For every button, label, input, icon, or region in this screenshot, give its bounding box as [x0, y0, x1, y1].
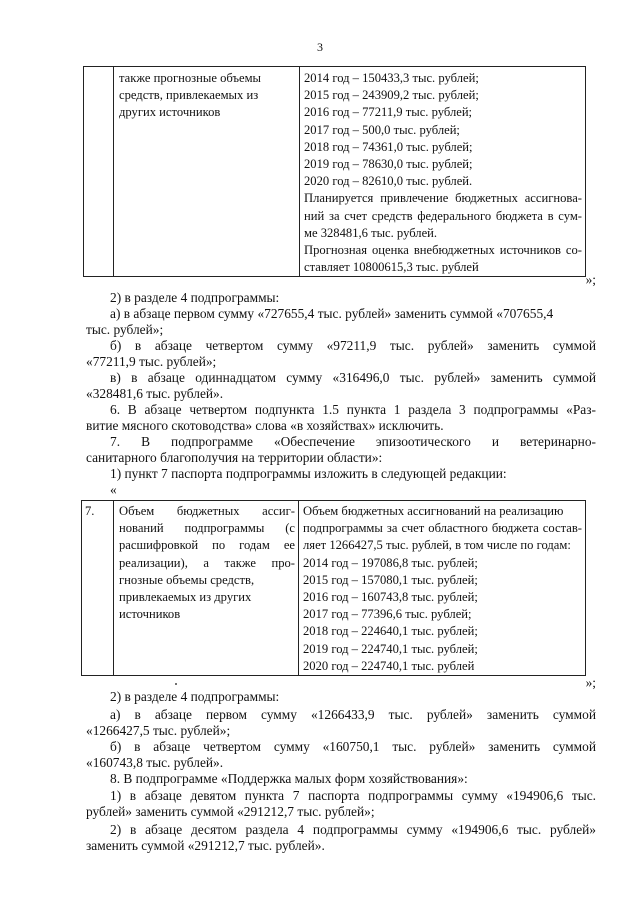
- paragraph-line: 2) в абзаце десятом раздела 4 подпрограммы сумму «194906,6 тыс. рублей»: [110, 822, 596, 837]
- table1-label-line: также прогнозные объемы: [119, 71, 262, 85]
- table2-label-line: источников: [119, 607, 181, 622]
- table1-value-line: 2015 год – 243909,2 тыс. рублей;: [304, 88, 479, 103]
- table2-label-line: Объем бюджетных ассиг-: [119, 504, 295, 518]
- passport-table-1: [83, 66, 586, 277]
- table2-value-line: 2020 год – 224740,1 тыс. рублей: [303, 658, 475, 673]
- table2-value-line: 2019 год – 224740,1 тыс. рублей;: [303, 641, 478, 656]
- table2-number-cell: [82, 501, 114, 676]
- table1-value-line: ний за счет средств федерального бюджета в сум-: [304, 208, 582, 223]
- table1-value-line: 2016 год – 77211,9 тыс. рублей;: [304, 105, 473, 120]
- table2-label-line: нований подпрограммы (с: [119, 521, 295, 536]
- paragraph-line: б) в абзаце четвертом сумму «97211,9 тыс. рублей» заменить суммой: [110, 338, 596, 353]
- passport-table-2: [81, 500, 586, 676]
- table2-value-line: 2016 год – 160743,8 тыс. рублей;: [303, 590, 478, 605]
- table1-value-cell: [300, 67, 586, 277]
- scan-speck: [175, 683, 177, 685]
- table1-value-line: 2020 год – 82610,0 тыс. рублей.: [304, 174, 473, 189]
- table2-value-line: подпрограммы за счет областного бюджета состав-: [303, 521, 582, 536]
- table1-value-line: Планируется привлечение бюджетных ассигнова-: [304, 191, 582, 206]
- closing-quote: »;: [585, 675, 596, 690]
- table2-value-line: 2014 год – 197086,8 тыс. рублей;: [303, 555, 478, 570]
- paragraph-line: рублей» заменить суммой «291212,7 тыс. рублей»;: [86, 804, 375, 819]
- table2-label-cell: [114, 501, 299, 676]
- table1-value-line: 2019 год – 78630,0 тыс. рублей;: [304, 157, 473, 172]
- paragraph-line: 2) в разделе 4 подпрограммы:: [110, 290, 280, 305]
- paragraph-line: 1) в абзаце девятом пункта 7 паспорта подпрограммы сумму «194906,6 тыс.: [110, 788, 596, 803]
- paragraph-line: «160743,8 тыс. рублей».: [86, 755, 224, 770]
- paragraph-line: 7. В подпрограмме «Обеспечение эпизоотического и ветеринарно-: [110, 434, 596, 449]
- table1-label-cell: [114, 67, 300, 277]
- table1-label-line: средств, привлекаемых из: [119, 88, 259, 103]
- paragraph-line: «1266427,5 тыс. рублей»;: [86, 723, 231, 738]
- opening-quote: «: [110, 482, 117, 497]
- page-number: 3: [317, 40, 323, 54]
- paragraph-line: 6. В абзаце четвертом подпункта 1.5 пункта 1 раздела 3 подпрограммы «Раз-: [110, 402, 596, 417]
- table2-item-number: 7.: [85, 504, 95, 518]
- closing-quote: »;: [585, 272, 596, 287]
- table1-value-line: 2018 год – 74361,0 тыс. рублей;: [304, 139, 473, 154]
- table2-value-line: 2017 год – 77396,6 тыс. рублей;: [303, 607, 472, 622]
- table1-value-line: Прогнозная оценка внебюджетных источников со-: [304, 243, 582, 258]
- paragraph-line: «77211,9 тыс. рублей»;: [86, 354, 217, 369]
- paragraph-line: а) в абзаце первом сумму «1266433,9 тыс. рублей» заменить суммой: [110, 707, 596, 722]
- table2-value-line: 2018 год – 224640,1 тыс. рублей;: [303, 624, 478, 639]
- paragraph-line: 1) пункт 7 паспорта подпрограммы изложить в следующей редакции:: [110, 466, 507, 481]
- table1-value-line: ме 328481,6 тыс. рублей.: [304, 225, 438, 240]
- paragraph-line: санитарного благополучия на территории области»:: [86, 450, 383, 465]
- table2-value-line: Объем бюджетных ассигнований на реализацию: [303, 504, 564, 518]
- paragraph-line: «328481,6 тыс. рублей».: [86, 386, 224, 401]
- table2-label-line: привлекаемых из других: [119, 590, 252, 605]
- paragraph-line: в) в абзаце одиннадцатом сумму «316496,0 тыс. рублей» заменить суммой: [110, 370, 596, 385]
- table1-value-line: ставляет 10800615,3 тыс. рублей: [304, 260, 479, 275]
- table2-value-line: 2015 год – 157080,1 тыс. рублей;: [303, 572, 478, 587]
- paragraph-line: 8. В подпрограмме «Поддержка малых форм хозяйствования»:: [110, 771, 468, 786]
- paragraph-line: тыс. рублей»;: [86, 322, 164, 337]
- paragraph-line: б) в абзаце четвертом сумму «160750,1 тыс. рублей» заменить суммой: [110, 739, 596, 754]
- table2-value-line: ляет 1266427,5 тыс. рублей, в том числе по годам:: [303, 538, 571, 553]
- paragraph-line: а) в абзаце первом сумму «727655,4 тыс. рублей» заменить суммой «707655,4: [110, 306, 554, 321]
- table2-value-cell: [299, 501, 586, 676]
- table2-label-line: расшифровкой по годам ее: [119, 538, 295, 553]
- table2-label-line: гнозные объемы средств,: [119, 572, 255, 587]
- paragraph-line: заменить суммой «291212,7 тыс. рублей».: [86, 838, 325, 853]
- paragraph-line: 2) в разделе 4 подпрограммы:: [110, 689, 280, 704]
- table1-value-line: 2017 год – 500,0 тыс. рублей;: [304, 122, 460, 137]
- paragraph-line: витие мясного скотоводства» слова «в хозяйствах» исключить.: [86, 418, 444, 433]
- table2-label-line: реализации), а также про-: [119, 555, 295, 570]
- table1-number-cell: [84, 67, 114, 277]
- table1-label-line: других источников: [119, 105, 221, 120]
- table1-value-line: 2014 год – 150433,3 тыс. рублей;: [304, 71, 479, 85]
